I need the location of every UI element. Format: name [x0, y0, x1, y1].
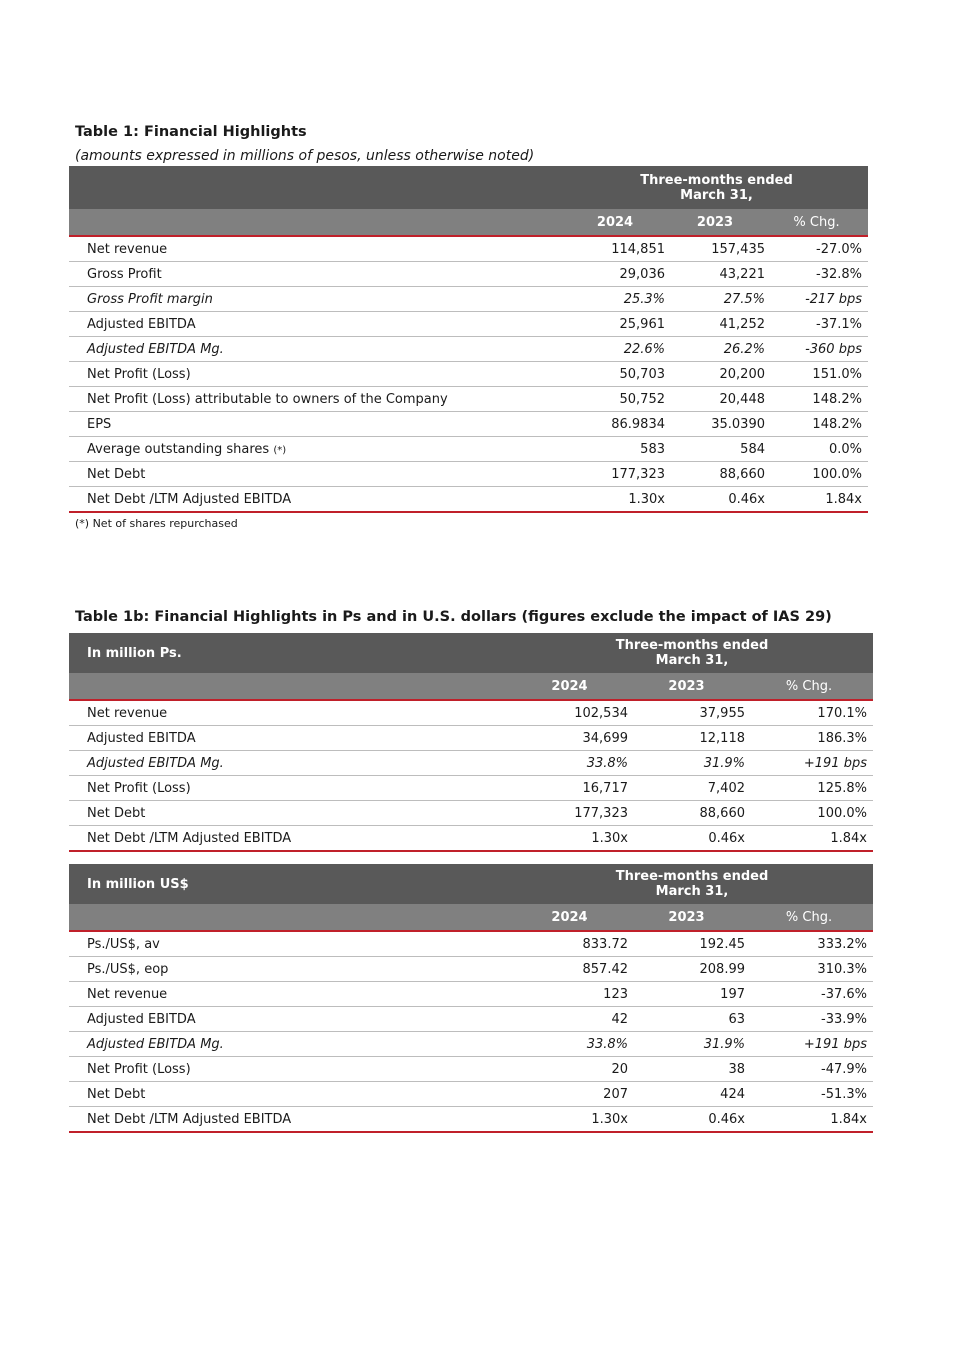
row-label-footnote-mark: (*) [273, 444, 287, 456]
value-2023: 31.9% [628, 1032, 745, 1057]
row-label [69, 487, 565, 513]
column-header-2023: 2023 [665, 209, 765, 236]
row-label-text: Net Profit (Loss) [87, 1061, 191, 1077]
row-label-text: Ps./US$, eop [87, 961, 169, 977]
row-label [69, 287, 565, 312]
column-header-label [69, 904, 511, 931]
value-chg: -37.1% [765, 312, 868, 337]
row-label [69, 437, 565, 462]
row-label-text: Net Debt /LTM Adjusted EBITDA [87, 830, 292, 846]
row-label [69, 337, 565, 362]
table-row [69, 337, 868, 362]
row-label-text: Ps./US$, av [87, 936, 160, 952]
value-chg: 170.1% [745, 700, 873, 726]
group-header-line1: Three-months ended [615, 869, 769, 884]
header-blank [69, 166, 565, 209]
row-label-text: Net revenue [87, 705, 168, 721]
row-label [69, 1107, 511, 1133]
group-header-line2: March 31, [655, 653, 729, 668]
table-row [69, 726, 873, 751]
value-chg: 1.84x [745, 826, 873, 852]
row-label [69, 982, 511, 1007]
value-chg: 310.3% [745, 957, 873, 982]
value-2024: 123 [511, 982, 628, 1007]
value-2023: 43,221 [665, 262, 765, 287]
table-row [69, 1032, 873, 1057]
row-label-text: Net Debt [87, 1086, 146, 1102]
value-2023: 208.99 [628, 957, 745, 982]
group-header [511, 633, 873, 673]
row-label [69, 776, 511, 801]
row-label-text: EPS [87, 416, 112, 432]
column-header-chg: % Chg. [745, 673, 873, 700]
value-2023: 20,200 [665, 362, 765, 387]
row-label-text: Net Debt /LTM Adjusted EBITDA [87, 491, 292, 507]
row-label-text: Adjusted EBITDA [87, 1011, 196, 1027]
group-header [511, 864, 873, 904]
row-label-text: Net Profit (Loss) [87, 780, 191, 796]
row-label [69, 462, 565, 487]
table-row [69, 982, 873, 1007]
table-row [69, 957, 873, 982]
row-label [69, 362, 565, 387]
row-label-text: Adjusted EBITDA Mg. [87, 1036, 224, 1052]
table-row [69, 312, 868, 337]
value-2024: 86.9834 [565, 412, 665, 437]
table-row [69, 362, 868, 387]
column-header-2024: 2024 [565, 209, 665, 236]
table-row [69, 700, 873, 726]
row-label-text: Gross Profit [87, 266, 162, 282]
value-chg: +191 bps [745, 751, 873, 776]
table-row [69, 1007, 873, 1032]
row-label [69, 957, 511, 982]
value-chg: -47.9% [745, 1057, 873, 1082]
row-label [69, 751, 511, 776]
row-label [69, 1032, 511, 1057]
value-2024: 50,752 [565, 387, 665, 412]
value-2023: 424 [628, 1082, 745, 1107]
row-label [69, 726, 511, 751]
table-row [69, 262, 868, 287]
value-chg: -217 bps [765, 287, 868, 312]
row-label-text: Adjusted EBITDA [87, 730, 196, 746]
value-chg: +191 bps [745, 1032, 873, 1057]
table-row [69, 487, 868, 513]
value-2024: 207 [511, 1082, 628, 1107]
table-row [69, 1082, 873, 1107]
value-2023: 38 [628, 1057, 745, 1082]
value-chg: 0.0% [765, 437, 868, 462]
value-2023: 0.46x [628, 826, 745, 852]
row-label [69, 826, 511, 852]
value-2023: 88,660 [628, 801, 745, 826]
column-header-chg: % Chg. [745, 904, 873, 931]
table-row [69, 462, 868, 487]
value-2023: 41,252 [665, 312, 765, 337]
value-2024: 20 [511, 1057, 628, 1082]
column-header-2024: 2024 [511, 904, 628, 931]
row-label [69, 262, 565, 287]
value-2024: 583 [565, 437, 665, 462]
value-2023: 12,118 [628, 726, 745, 751]
table-row [69, 826, 873, 852]
table1b-usd-body [69, 931, 873, 1132]
value-2024: 1.30x [511, 1107, 628, 1133]
column-header-2023: 2023 [628, 673, 745, 700]
group-header-line2: March 31, [680, 187, 753, 203]
value-chg: 148.2% [765, 412, 868, 437]
value-chg: -32.8% [765, 262, 868, 287]
row-label-text: Adjusted EBITDA Mg. [87, 755, 224, 771]
value-2024: 1.30x [511, 826, 628, 852]
column-header-chg: % Chg. [765, 209, 868, 236]
row-label-text: Adjusted EBITDA Mg. [87, 341, 224, 357]
value-chg: -27.0% [765, 236, 868, 262]
value-2023: 7,402 [628, 776, 745, 801]
group-header [565, 166, 868, 209]
row-label-text: Net revenue [87, 241, 168, 257]
value-2024: 25.3% [565, 287, 665, 312]
value-2024: 177,323 [565, 462, 665, 487]
row-label [69, 236, 565, 262]
value-2023: 37,955 [628, 700, 745, 726]
value-2023: 0.46x [665, 487, 765, 513]
row-label-text: Net Debt [87, 466, 146, 482]
column-header-2024: 2024 [511, 673, 628, 700]
row-label-text: Net revenue [87, 986, 168, 1002]
value-2024: 34,699 [511, 726, 628, 751]
row-label-text: Adjusted EBITDA [87, 316, 196, 332]
row-label [69, 1082, 511, 1107]
value-2023: 26.2% [665, 337, 765, 362]
value-2024: 42 [511, 1007, 628, 1032]
row-label [69, 312, 565, 337]
value-chg: -360 bps [765, 337, 868, 362]
row-label-text: Net Profit (Loss) attributable to owners of the Company [87, 391, 448, 407]
value-2024: 22.6% [565, 337, 665, 362]
value-chg: 186.3% [745, 726, 873, 751]
table-row [69, 776, 873, 801]
value-2024: 25,961 [565, 312, 665, 337]
value-2024: 1.30x [565, 487, 665, 513]
value-2023: 0.46x [628, 1107, 745, 1133]
value-2024: 114,851 [565, 236, 665, 262]
value-2023: 192.45 [628, 931, 745, 957]
table1-body [69, 236, 868, 512]
row-label-text: Net Debt [87, 805, 146, 821]
value-2024: 833.72 [511, 931, 628, 957]
value-chg: 151.0% [765, 362, 868, 387]
row-label [69, 801, 511, 826]
value-chg: 1.84x [765, 487, 868, 513]
value-chg: -51.3% [745, 1082, 873, 1107]
table-row [69, 287, 868, 312]
value-chg: -33.9% [745, 1007, 873, 1032]
group-header-line1: Three-months ended [615, 638, 769, 653]
table1-subtitle: (amounts expressed in millions of pesos, unless otherwise noted) [75, 148, 535, 164]
value-2023: 157,435 [665, 236, 765, 262]
group-header-line1: Three-months ended [640, 172, 793, 188]
table-row [69, 1107, 873, 1133]
table-row [69, 437, 868, 462]
table-row [69, 387, 868, 412]
value-chg: 148.2% [765, 387, 868, 412]
value-2024: 102,534 [511, 700, 628, 726]
table1b-ps [69, 633, 873, 852]
table1 [69, 166, 868, 513]
table1b-ps-body [69, 700, 873, 851]
table1-footnote: (*) Net of shares repurchased [75, 517, 238, 530]
value-chg: 125.8% [745, 776, 873, 801]
row-label [69, 387, 565, 412]
column-header-label [69, 673, 511, 700]
table-row [69, 801, 873, 826]
value-2024: 33.8% [511, 1032, 628, 1057]
row-label [69, 931, 511, 957]
value-2023: 88,660 [665, 462, 765, 487]
usd-row-header: In million US$ [69, 864, 511, 904]
value-2024: 16,717 [511, 776, 628, 801]
value-2023: 63 [628, 1007, 745, 1032]
table-row [69, 931, 873, 957]
value-2023: 31.9% [628, 751, 745, 776]
row-label-text: Average outstanding shares [87, 441, 270, 457]
row-label-text: Net Debt /LTM Adjusted EBITDA [87, 1111, 292, 1127]
row-label [69, 412, 565, 437]
row-label [69, 1007, 511, 1032]
row-label [69, 1057, 511, 1082]
value-2023: 35.0390 [665, 412, 765, 437]
table-row [69, 1057, 873, 1082]
column-header-label [69, 209, 565, 236]
value-2024: 33.8% [511, 751, 628, 776]
group-header-line2: March 31, [655, 884, 729, 899]
value-chg: -37.6% [745, 982, 873, 1007]
value-2024: 50,703 [565, 362, 665, 387]
value-2023: 584 [665, 437, 765, 462]
value-2023: 197 [628, 982, 745, 1007]
value-2024: 857.42 [511, 957, 628, 982]
table1-title: Table 1: Financial Highlights [75, 124, 307, 140]
value-chg: 333.2% [745, 931, 873, 957]
row-label [69, 700, 511, 726]
table-row [69, 412, 868, 437]
value-chg: 100.0% [745, 801, 873, 826]
table1b-title: Table 1b: Financial Highlights in Ps and in U.S. dollars (figures exclude the impact of IAS 29) [75, 609, 832, 625]
value-chg: 100.0% [765, 462, 868, 487]
table-row [69, 236, 868, 262]
row-label-text: Net Profit (Loss) [87, 366, 191, 382]
column-header-2023: 2023 [628, 904, 745, 931]
table1b-usd [69, 864, 873, 1133]
value-2023: 27.5% [665, 287, 765, 312]
value-2023: 20,448 [665, 387, 765, 412]
value-2024: 29,036 [565, 262, 665, 287]
value-chg: 1.84x [745, 1107, 873, 1133]
value-2024: 177,323 [511, 801, 628, 826]
row-label-text: Gross Profit margin [87, 291, 213, 307]
table-row [69, 751, 873, 776]
ps-row-header: In million Ps. [69, 633, 511, 673]
